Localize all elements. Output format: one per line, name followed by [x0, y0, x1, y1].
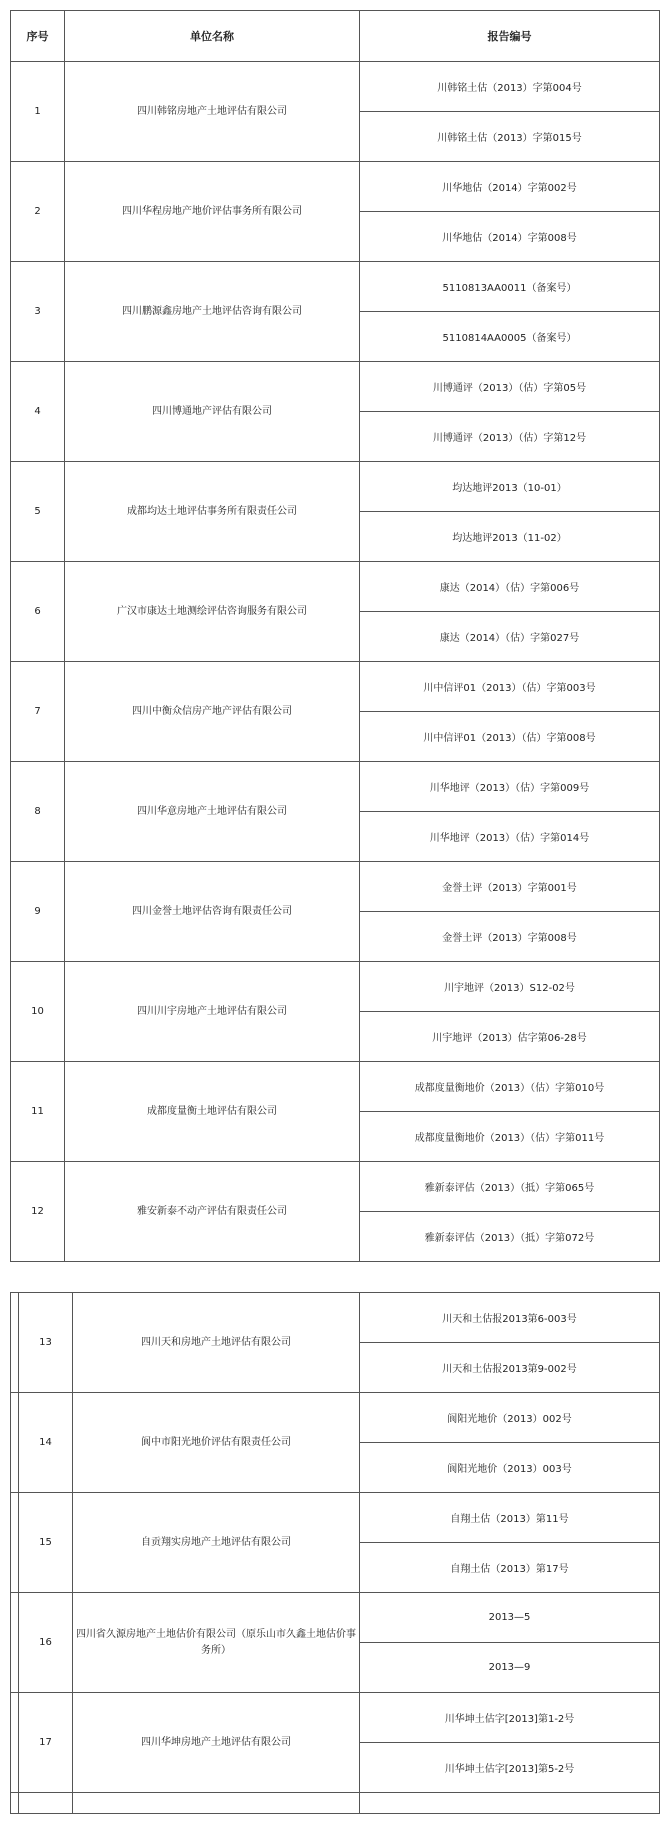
- row-report-number: 均达地评2013（10-01）: [360, 462, 660, 512]
- row-index: 1: [11, 62, 65, 162]
- header-row: [11, 11, 660, 62]
- row-index: 8: [11, 762, 65, 862]
- row-index: 15: [19, 1493, 73, 1593]
- row-report-number: 川华坤土估字[2013]第1-2号: [360, 1693, 660, 1743]
- row-index: 14: [19, 1393, 73, 1493]
- row-unit-name: 四川天和房地产土地评估有限公司: [73, 1293, 360, 1393]
- table-row: [11, 662, 660, 712]
- row-unit-name: 四川华意房地产土地评估有限公司: [65, 762, 360, 862]
- table-row: [11, 162, 660, 212]
- table-row: [11, 862, 660, 912]
- row-index: 4: [11, 362, 65, 462]
- report-table-continued: [10, 1292, 660, 1814]
- row-stub: [11, 1393, 19, 1493]
- row-report-number: 5110814AA0005（备案号）: [360, 312, 660, 362]
- row-report-number: 5110813AA0011（备案号）: [360, 262, 660, 312]
- row-report-number: 川博通评（2013）（估）字第05号: [360, 362, 660, 412]
- row-report-number: 金誉土评（2013）字第001号: [360, 862, 660, 912]
- row-report-number: 川博通评（2013）（估）字第12号: [360, 412, 660, 462]
- row-report-number: 川天和土估报2013第6-003号: [360, 1293, 660, 1343]
- table-row: [11, 462, 660, 512]
- table-row: [11, 562, 660, 612]
- header-index: 序号: [11, 11, 65, 62]
- row-stub: [11, 1493, 19, 1593]
- row-stub: [11, 1293, 19, 1393]
- row-index: 10: [11, 962, 65, 1062]
- row-report-number: 川华坤土估字[2013]第5-2号: [360, 1743, 660, 1793]
- report-table: [10, 10, 660, 1262]
- row-index: 17: [19, 1693, 73, 1793]
- row-index: 2: [11, 162, 65, 262]
- row-report-number: 川韩铭土估（2013）字第004号: [360, 62, 660, 112]
- row-report-number: 自翔土估（2013）第11号: [360, 1493, 660, 1543]
- row-report-number: 2013—9: [360, 1643, 660, 1693]
- table-row: [11, 962, 660, 1012]
- row-report-number: 川华地估（2014）字第002号: [360, 162, 660, 212]
- row-stub: [11, 1593, 19, 1693]
- row-report-number: 川华地评（2013）（估）字第014号: [360, 812, 660, 862]
- row-unit-name: 四川华坤房地产土地评估有限公司: [73, 1693, 360, 1793]
- row-report-number: 川韩铭土估（2013）字第015号: [360, 112, 660, 162]
- row-unit-name: 四川韩铭房地产土地评估有限公司: [65, 62, 360, 162]
- row-index: 16: [19, 1593, 73, 1693]
- row-report-number: 川中信评01（2013）（估）字第003号: [360, 662, 660, 712]
- table-row: [11, 1293, 660, 1343]
- table-row: [11, 1062, 660, 1112]
- row-unit-name: 四川金誉土地评估咨询有限责任公司: [65, 862, 360, 962]
- row-report-number: 雅新泰评估（2013）（抵）字第065号: [360, 1162, 660, 1212]
- row-report-number: 成都度量衡地价（2013）（估）字第010号: [360, 1062, 660, 1112]
- row-unit-name: 四川中衡众信房产地产评估有限公司: [65, 662, 360, 762]
- row-report-number: 自翔土估（2013）第17号: [360, 1543, 660, 1593]
- row-index: 9: [11, 862, 65, 962]
- row-index: 7: [11, 662, 65, 762]
- row-report-number: 金誉土评（2013）字第008号: [360, 912, 660, 962]
- row-unit-name: 成都均达土地评估事务所有限责任公司: [65, 462, 360, 562]
- row-report-number: 康达（2014）（估）字第027号: [360, 612, 660, 662]
- row-report-number: 2013—5: [360, 1593, 660, 1643]
- table-row: [11, 262, 660, 312]
- row-index: 6: [11, 562, 65, 662]
- blank-row: [11, 1793, 660, 1814]
- row-report-number: 川华地估（2014）字第008号: [360, 212, 660, 262]
- row-report-number: 川中信评01（2013）（估）字第008号: [360, 712, 660, 762]
- row-report-number: 成都度量衡地价（2013）（估）字第011号: [360, 1112, 660, 1162]
- row-index: 12: [11, 1162, 65, 1262]
- row-index: 11: [11, 1062, 65, 1162]
- row-unit-name: 四川鹏源鑫房地产土地评估咨询有限公司: [65, 262, 360, 362]
- table-row: [11, 1593, 660, 1643]
- row-report-number: 川华地评（2013）（估）字第009号: [360, 762, 660, 812]
- row-unit-name: 四川博通地产评估有限公司: [65, 362, 360, 462]
- table-row: [11, 1393, 660, 1443]
- table-row: [11, 1493, 660, 1543]
- row-report-number: 阆阳光地价（2013）003号: [360, 1443, 660, 1493]
- header-unit: 单位名称: [65, 11, 360, 62]
- row-report-number: 川宇地评（2013）估字第06-28号: [360, 1012, 660, 1062]
- row-unit-name: 自贡翔实房地产土地评估有限公司: [73, 1493, 360, 1593]
- blank-cell: [19, 1793, 73, 1814]
- row-unit-name: 阆中市阳光地价评估有限责任公司: [73, 1393, 360, 1493]
- table-row: [11, 1693, 660, 1743]
- row-index: 5: [11, 462, 65, 562]
- row-unit-name: 成都度量衡土地评估有限公司: [65, 1062, 360, 1162]
- row-report-number: 雅新泰评估（2013）（抵）字第072号: [360, 1212, 660, 1262]
- blank-cell: [73, 1793, 360, 1814]
- table-row: [11, 1162, 660, 1212]
- row-unit-name: 四川华程房地产地价评估事务所有限公司: [65, 162, 360, 262]
- table-row: [11, 362, 660, 412]
- row-unit-name: 雅安新泰不动产评估有限责任公司: [65, 1162, 360, 1262]
- row-report-number: 川天和土估报2013第9-002号: [360, 1343, 660, 1393]
- row-unit-name: 广汉市康达土地测绘评估咨询服务有限公司: [65, 562, 360, 662]
- row-index: 3: [11, 262, 65, 362]
- blank-cell: [360, 1793, 660, 1814]
- row-stub: [11, 1693, 19, 1793]
- row-report-number: 康达（2014）（估）字第006号: [360, 562, 660, 612]
- row-index: 13: [19, 1293, 73, 1393]
- row-report-number: 川宇地评（2013）S12-02号: [360, 962, 660, 1012]
- row-report-number: 均达地评2013（11-02）: [360, 512, 660, 562]
- table-row: [11, 762, 660, 812]
- blank-cell: [11, 1793, 19, 1814]
- row-unit-name: 四川川宇房地产土地评估有限公司: [65, 962, 360, 1062]
- row-unit-name: 四川省久源房地产土地估价有限公司（原乐山市久鑫土地估价事务所）: [73, 1593, 360, 1693]
- row-report-number: 阆阳光地价（2013）002号: [360, 1393, 660, 1443]
- header-report: 报告编号: [360, 11, 660, 62]
- table-row: [11, 62, 660, 112]
